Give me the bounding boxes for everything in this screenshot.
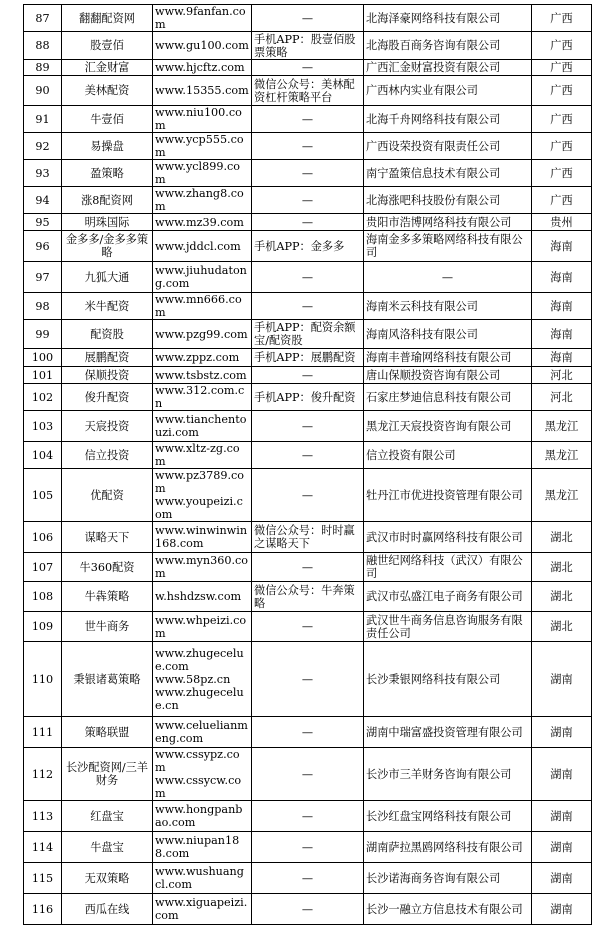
region: 湖南 [532, 748, 592, 801]
platform-name: 美林配资 [62, 76, 153, 106]
platform-url [153, 133, 252, 160]
table-row [24, 214, 592, 231]
website-url: www.wushuangcl.com [155, 865, 244, 891]
website-url: www.xltz-zg.com [155, 442, 240, 468]
platform-name: 无双策略 [62, 863, 153, 894]
company-name: 长沙市三羊财务咨询有限公司 [364, 748, 532, 801]
app-channel: 微信公众号：美林配资杠杆策略平台 [252, 76, 364, 106]
platform-name: 长沙配资网/三羊财务 [62, 748, 153, 801]
row-number: 109 [24, 612, 62, 642]
website-url: www.tsbstz.com [155, 368, 247, 382]
row-number: 90 [24, 76, 62, 106]
app-channel: — [252, 411, 364, 442]
table-row [24, 5, 592, 32]
company-name: 黑龙江天宸投资咨询有限公司 [364, 411, 532, 442]
platform-name: 西瓜在线 [62, 894, 153, 925]
platform-name: 保顺投资 [62, 367, 153, 384]
platform-name: 牛壹佰 [62, 106, 153, 133]
platform-url [153, 367, 252, 384]
company-name: 北海泽豪网络科技有限公司 [364, 5, 532, 32]
platform-url [153, 76, 252, 106]
table-row [24, 160, 592, 187]
app-channel: — [252, 5, 364, 32]
platform-name: 牛盘宝 [62, 832, 153, 863]
app-channel: — [252, 748, 364, 801]
company-name: 牡丹江市优进投资管理有限公司 [364, 469, 532, 522]
row-number: 102 [24, 384, 62, 411]
platform-name: 世牛商务 [62, 612, 153, 642]
row-number: 107 [24, 553, 62, 582]
company-name: 海南金多多策略网络科技有限公司 [364, 231, 532, 262]
region: 黑龙江 [532, 442, 592, 469]
platform-url [153, 320, 252, 349]
website-url: www.gu100.com [155, 39, 249, 52]
region: 贵州 [532, 214, 592, 231]
row-number: 100 [24, 349, 62, 367]
platform-name: 九狐大通 [62, 262, 153, 293]
row-number: 98 [24, 293, 62, 320]
table-row [24, 642, 592, 717]
platform-url [153, 384, 252, 411]
website-url: www.niupan188.com [155, 834, 240, 860]
row-number: 96 [24, 231, 62, 262]
region: 湖北 [532, 522, 592, 553]
row-number: 103 [24, 411, 62, 442]
platform-url [153, 349, 252, 367]
platform-url [153, 832, 252, 863]
region: 湖北 [532, 553, 592, 582]
platform-url [153, 642, 252, 717]
app-channel: — [252, 642, 364, 717]
app-channel: — [252, 160, 364, 187]
row-number: 104 [24, 442, 62, 469]
platform-url [153, 553, 252, 582]
platform-name: 俊升配资 [62, 384, 153, 411]
table-row [24, 262, 592, 293]
website-url: www.zhang8.com [155, 187, 244, 213]
website-url: www.tianchentouzi.com [155, 413, 247, 439]
website-url: www.jiuhudatong.com [155, 264, 247, 290]
table-row [24, 32, 592, 60]
app-channel: — [252, 187, 364, 214]
app-channel: 微信公众号：牛奔策略 [252, 582, 364, 612]
platform-name: 秉银诸葛策略 [62, 642, 153, 717]
row-number: 115 [24, 863, 62, 894]
platform-name: 展鹏配资 [62, 349, 153, 367]
company-name: 长沙秉银网络科技有限公司 [364, 642, 532, 717]
platform-name: 天宸投资 [62, 411, 153, 442]
website-url: www.whpeizi.com [155, 613, 247, 640]
website-url: www.zhugecelue.cn [155, 685, 244, 712]
row-number: 114 [24, 832, 62, 863]
platform-url [153, 863, 252, 894]
company-name: 唐山保顺投资咨询有限公司 [364, 367, 532, 384]
website-url: www.celuelianmeng.com [155, 719, 248, 745]
company-name: — [364, 262, 532, 293]
website-url: www.ycp555.com [155, 133, 244, 159]
row-number: 95 [24, 214, 62, 231]
platform-url [153, 106, 252, 133]
region: 湖南 [532, 801, 592, 832]
app-channel: 手机APP：配资余额宝/配资股 [252, 320, 364, 349]
row-number: 99 [24, 320, 62, 349]
website-url: www.hjcftz.com [155, 61, 245, 74]
website-url: www.youpeizi.com [155, 495, 243, 521]
region: 湖南 [532, 717, 592, 748]
table-body [24, 5, 592, 925]
region: 海南 [532, 231, 592, 262]
website-url: www.15355.com [155, 84, 249, 97]
platform-url [153, 5, 252, 32]
table-row [24, 367, 592, 384]
region: 海南 [532, 320, 592, 349]
table-row [24, 320, 592, 349]
region: 湖南 [532, 894, 592, 925]
row-number: 112 [24, 748, 62, 801]
platform-name: 优配资 [62, 469, 153, 522]
company-name: 北海千舟网络科技有限公司 [364, 106, 532, 133]
platform-name: 易操盘 [62, 133, 153, 160]
region: 湖南 [532, 642, 592, 717]
platform-url [153, 231, 252, 262]
website-url: www.niu100.com [155, 106, 242, 132]
website-url: www.ycl899.com [155, 160, 241, 186]
platform-url [153, 293, 252, 320]
row-number: 97 [24, 262, 62, 293]
company-name: 海南风洛科技有限公司 [364, 320, 532, 349]
table-row [24, 832, 592, 863]
company-name: 长沙一融立方信息技术有限公司 [364, 894, 532, 925]
row-number: 111 [24, 717, 62, 748]
app-channel: — [252, 133, 364, 160]
table-row [24, 76, 592, 106]
website-url: www.xiguapeizi.com [155, 896, 248, 922]
region: 海南 [532, 262, 592, 293]
region: 河北 [532, 367, 592, 384]
platform-url [153, 717, 252, 748]
website-url: www.winwinwin168.com [155, 524, 248, 550]
app-channel: — [252, 60, 364, 76]
platform-url [153, 60, 252, 76]
app-channel: 手机APP：俊升配资 [252, 384, 364, 411]
company-name: 海南丰普瑜网络科技有限公司 [364, 349, 532, 367]
row-number: 106 [24, 522, 62, 553]
company-name: 北海涨吧科技股份有限公司 [364, 187, 532, 214]
app-channel: — [252, 717, 364, 748]
region: 广西 [532, 76, 592, 106]
row-number: 105 [24, 469, 62, 522]
platform-url [153, 582, 252, 612]
platform-url [153, 894, 252, 925]
website-url: w.hshdzsw.com [155, 590, 242, 603]
company-name: 武汉市弘盛江电子商务有限公司 [364, 582, 532, 612]
website-url: www.jddcl.com [155, 239, 241, 253]
row-number: 89 [24, 60, 62, 76]
row-number: 101 [24, 367, 62, 384]
app-channel: — [252, 553, 364, 582]
website-url: www.9fanfan.com [155, 5, 246, 31]
region: 湖北 [532, 582, 592, 612]
company-name: 石家庄梦迪信息科技有限公司 [364, 384, 532, 411]
company-name: 广西设荣投资有限责任公司 [364, 133, 532, 160]
platform-url [153, 160, 252, 187]
table-row [24, 442, 592, 469]
table-row [24, 894, 592, 925]
table-row [24, 748, 592, 801]
app-channel: — [252, 469, 364, 522]
website-url: www.zhugecelue.com [155, 646, 244, 673]
region: 海南 [532, 349, 592, 367]
region: 黑龙江 [532, 411, 592, 442]
company-name: 海南米云科技有限公司 [364, 293, 532, 320]
table-row [24, 411, 592, 442]
app-channel: — [252, 801, 364, 832]
region: 湖南 [532, 832, 592, 863]
app-channel: — [252, 894, 364, 925]
table-row [24, 60, 592, 76]
company-name: 武汉市时时赢网络科技有限公司 [364, 522, 532, 553]
table-row [24, 582, 592, 612]
platform-name: 牛360配资 [62, 553, 153, 582]
platform-url [153, 801, 252, 832]
table-row [24, 349, 592, 367]
row-number: 113 [24, 801, 62, 832]
platform-name: 汇金财富 [62, 60, 153, 76]
region: 广西 [532, 60, 592, 76]
company-name: 南宁盈策信息技术有限公司 [364, 160, 532, 187]
region: 广西 [532, 160, 592, 187]
website-url: www.mn666.com [155, 293, 242, 319]
row-number: 108 [24, 582, 62, 612]
website-url: www.hongpanbao.com [155, 803, 243, 829]
platform-url [153, 612, 252, 642]
table-row [24, 717, 592, 748]
row-number: 88 [24, 32, 62, 60]
table-row [24, 469, 592, 522]
platform-name: 策略联盟 [62, 717, 153, 748]
region: 湖北 [532, 612, 592, 642]
app-channel: — [252, 106, 364, 133]
platform-url [153, 32, 252, 60]
company-name: 贵阳市浩博网络科技有限公司 [364, 214, 532, 231]
app-channel: 手机APP：展鹏配资 [252, 349, 364, 367]
platform-name: 明珠国际 [62, 214, 153, 231]
platform-name: 红盘宝 [62, 801, 153, 832]
row-number: 116 [24, 894, 62, 925]
region: 广西 [532, 187, 592, 214]
table-row [24, 522, 592, 553]
row-number: 92 [24, 133, 62, 160]
app-channel: — [252, 442, 364, 469]
platform-name: 翻翻配资网 [62, 5, 153, 32]
platform-list-table [23, 4, 592, 925]
website-url: www.cssycw.com [155, 774, 242, 800]
region: 黑龙江 [532, 469, 592, 522]
company-name: 广西汇金财富投资有限公司 [364, 60, 532, 76]
platform-name: 信立投资 [62, 442, 153, 469]
region: 广西 [532, 106, 592, 133]
table-row [24, 553, 592, 582]
app-channel: 手机APP：金多多 [252, 231, 364, 262]
app-channel: — [252, 863, 364, 894]
app-channel: — [252, 612, 364, 642]
platform-name: 金多多/金多多策略 [62, 231, 153, 262]
table-row [24, 293, 592, 320]
platform-url [153, 442, 252, 469]
region: 海南 [532, 293, 592, 320]
app-channel: — [252, 832, 364, 863]
platform-url [153, 522, 252, 553]
platform-name: 股壹佰 [62, 32, 153, 60]
platform-url [153, 748, 252, 801]
platform-name: 涨8配资网 [62, 187, 153, 214]
company-name: 北海股百商务咨询有限公司 [364, 32, 532, 60]
platform-name: 配资股 [62, 320, 153, 349]
platform-url [153, 411, 252, 442]
table-row [24, 801, 592, 832]
company-name: 湖南中瑞富盛投资管理有限公司 [364, 717, 532, 748]
table-row [24, 612, 592, 642]
row-number: 91 [24, 106, 62, 133]
platform-name: 米牛配资 [62, 293, 153, 320]
app-channel: 微信公众号：时时赢之谋略天下 [252, 522, 364, 553]
region: 湖南 [532, 863, 592, 894]
row-number: 93 [24, 160, 62, 187]
company-name: 融世纪网络科技（武汉）有限公司 [364, 553, 532, 582]
company-name: 湖南萨拉黑鸥网络科技有限公司 [364, 832, 532, 863]
app-channel: — [252, 214, 364, 231]
table-row [24, 133, 592, 160]
company-name: 信立投资有限公司 [364, 442, 532, 469]
region: 广西 [532, 32, 592, 60]
platform-name: 谋略天下 [62, 522, 153, 553]
app-channel: — [252, 262, 364, 293]
website-url: www.312.com.cn [155, 384, 245, 410]
table-row [24, 106, 592, 133]
row-number: 110 [24, 642, 62, 717]
website-url: www.cssypz.com [155, 748, 240, 774]
website-url: www.pzg99.com [155, 327, 248, 341]
row-number: 94 [24, 187, 62, 214]
company-name: 武汉世牛商务信息咨询服务有限责任公司 [364, 612, 532, 642]
website-url: www.58pz.cn [155, 672, 231, 686]
website-url: www.myn360.com [155, 554, 249, 580]
app-channel: — [252, 293, 364, 320]
table-row [24, 384, 592, 411]
company-name: 长沙红盘宝网络科技有限公司 [364, 801, 532, 832]
platform-url [153, 187, 252, 214]
platform-url [153, 214, 252, 231]
table-row [24, 187, 592, 214]
row-number: 87 [24, 5, 62, 32]
platform-name: 牛犇策略 [62, 582, 153, 612]
table-row [24, 863, 592, 894]
website-url: www.pz3789.com [155, 469, 245, 495]
platform-url [153, 262, 252, 293]
platform-url [153, 469, 252, 522]
table-row [24, 231, 592, 262]
region: 广西 [532, 133, 592, 160]
platform-name: 盈策略 [62, 160, 153, 187]
region: 广西 [532, 5, 592, 32]
website-url: www.zppz.com [155, 351, 240, 364]
region: 河北 [532, 384, 592, 411]
app-channel: — [252, 367, 364, 384]
website-url: www.mz39.com [155, 215, 244, 229]
company-name: 广西林内实业有限公司 [364, 76, 532, 106]
company-name: 长沙诺海商务咨询有限公司 [364, 863, 532, 894]
app-channel: 手机APP：股壹佰股票策略 [252, 32, 364, 60]
